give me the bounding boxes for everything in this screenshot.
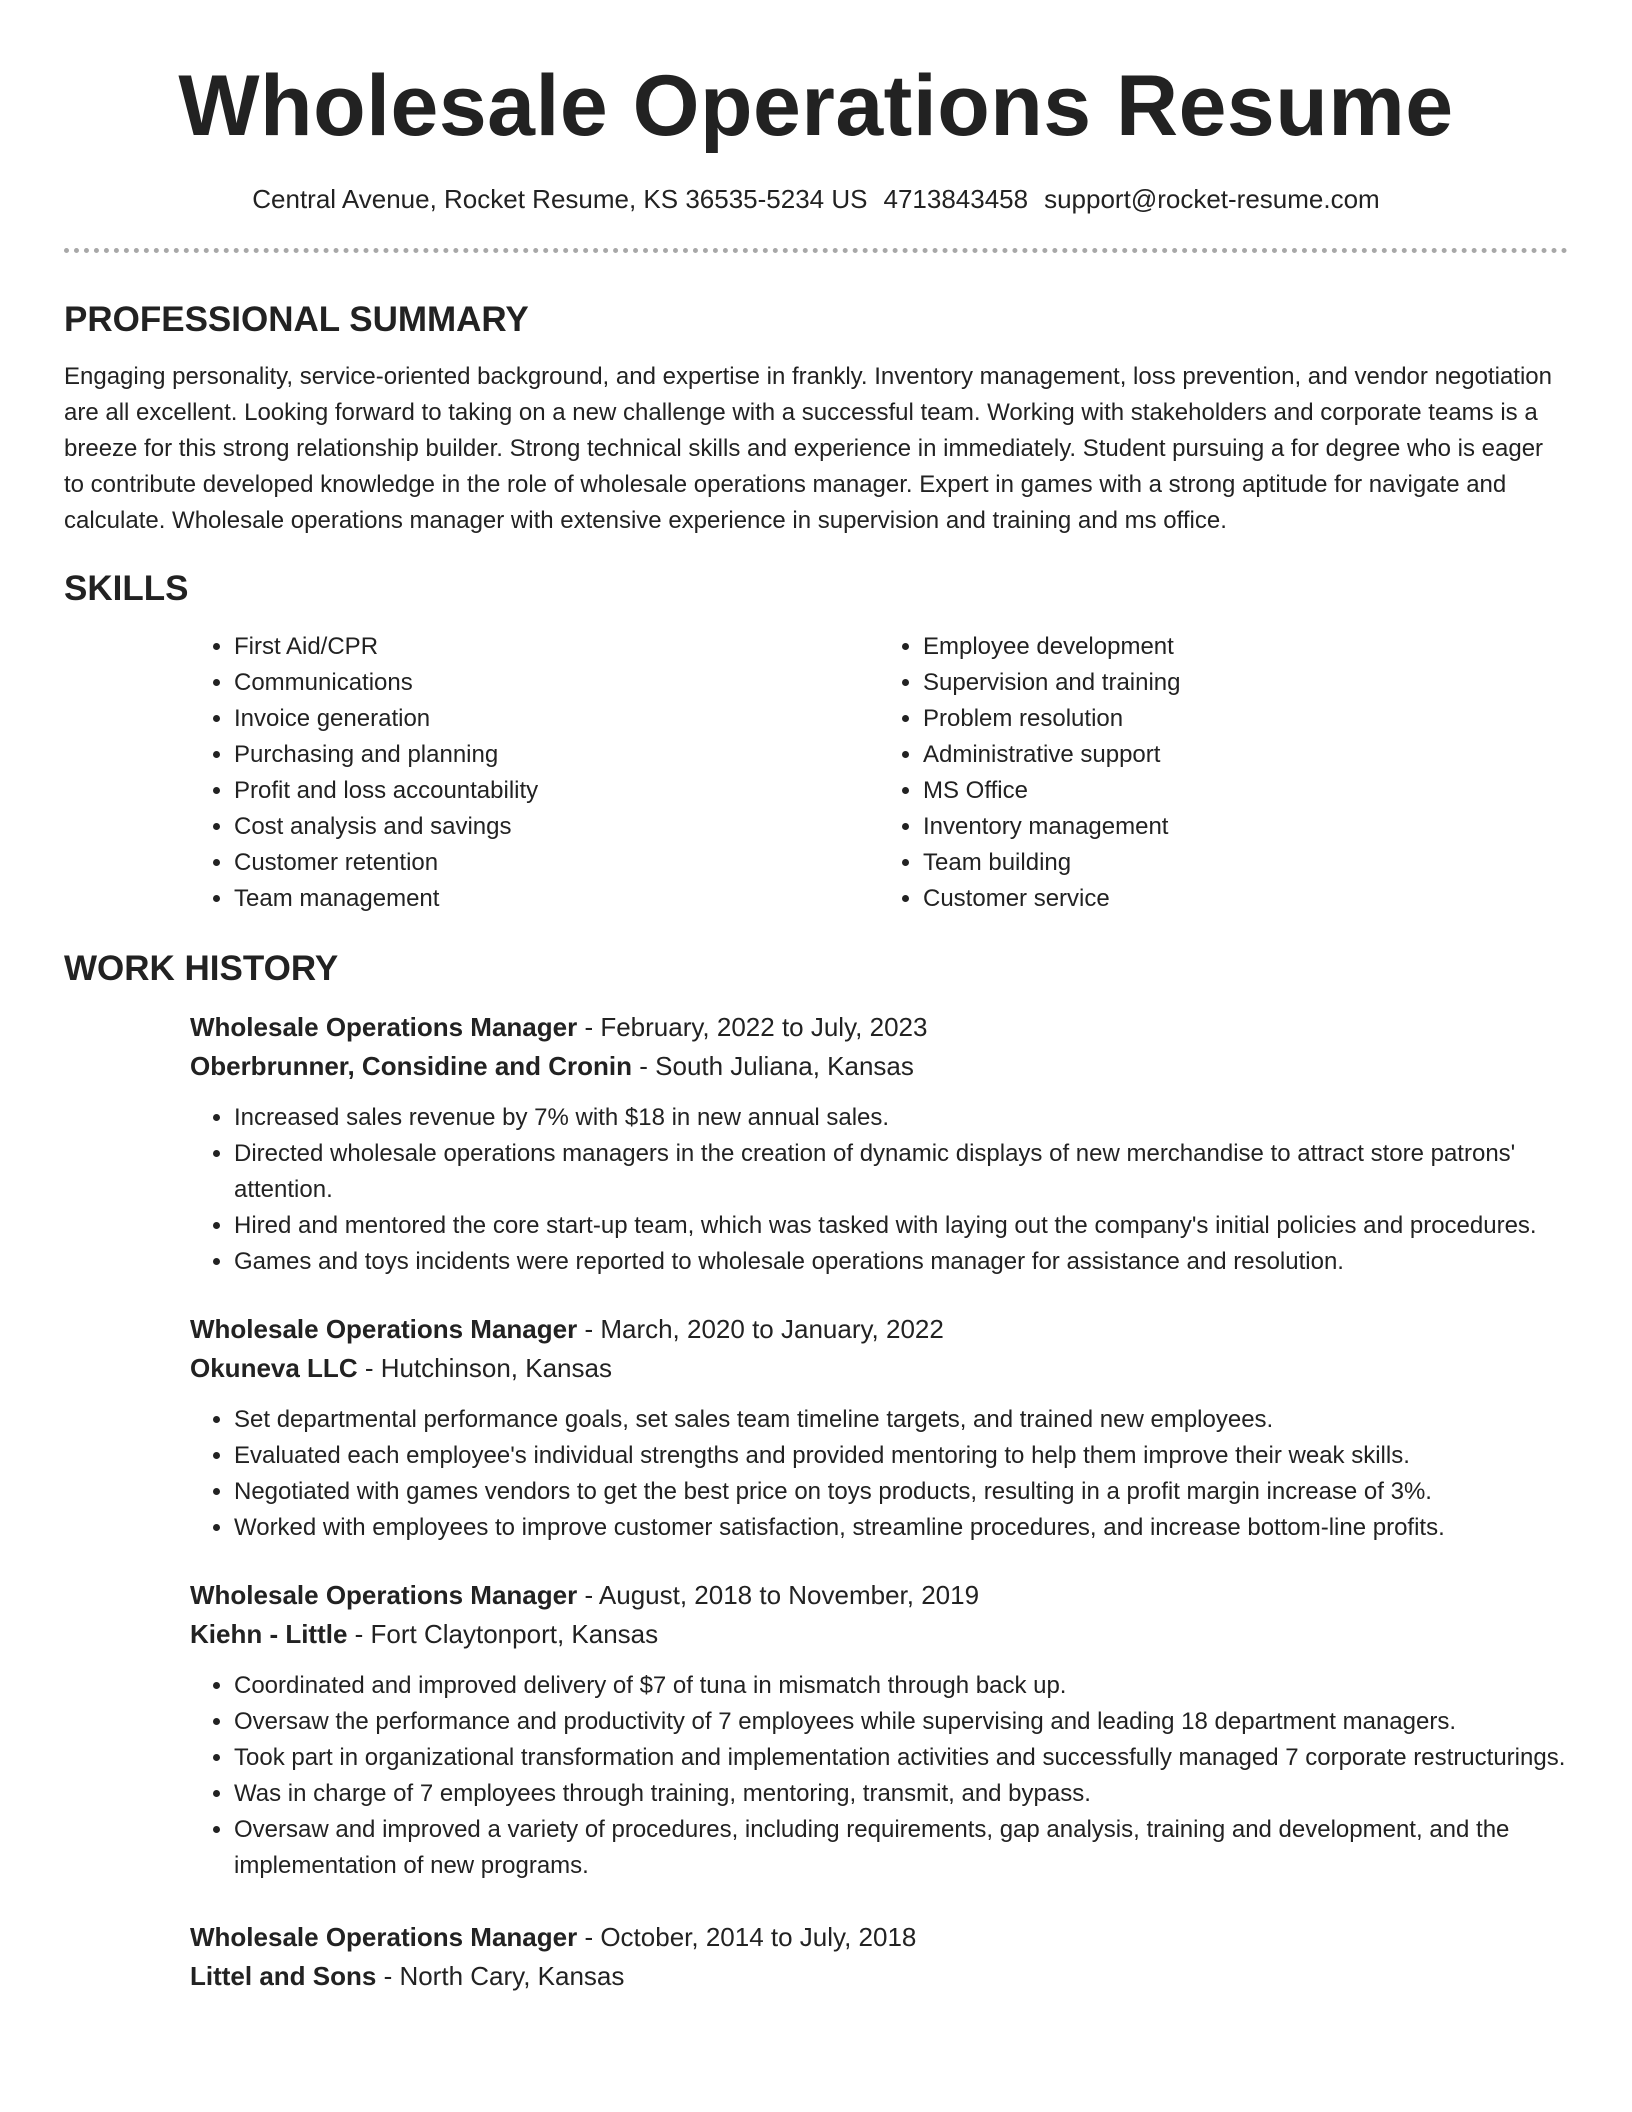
job-dates: - August, 2018 to November, 2019 bbox=[577, 1580, 980, 1610]
skill-item: • Purchasing and planning bbox=[234, 737, 879, 773]
job-title-line bbox=[190, 1310, 1568, 1349]
skill-item: • Invoice generation bbox=[234, 701, 879, 737]
header-divider bbox=[64, 248, 1568, 253]
skill-item: • First Aid/CPR bbox=[234, 629, 879, 665]
job-location: - Hutchinson, Kansas bbox=[357, 1353, 612, 1383]
job-title: Wholesale Operations Manager bbox=[190, 1922, 578, 1952]
job-bullets bbox=[190, 1100, 1568, 1280]
job-bullet: • Worked with employees to improve customer satisfaction, streamline procedures, and increase bottom-line profits. bbox=[234, 1510, 1568, 1546]
job-entry bbox=[190, 1008, 1568, 1280]
skill-item: • Administrative support bbox=[923, 737, 1568, 773]
job-bullet: • Coordinated and improved delivery of $7 of tuna in mismatch through back up. bbox=[234, 1668, 1568, 1704]
job-entry bbox=[190, 1310, 1568, 1546]
skill-item: • Customer service bbox=[923, 881, 1568, 917]
resume-title: Wholesale Operations Resume bbox=[178, 58, 1454, 154]
job-location: - North Cary, Kansas bbox=[376, 1961, 625, 1991]
job-company-line bbox=[190, 1349, 1568, 1388]
job-title-line bbox=[190, 1918, 1568, 1957]
summary-heading: PROFESSIONAL SUMMARY bbox=[64, 300, 529, 339]
job-bullet: • Oversaw the performance and productivity of 7 employees while supervising and leading 18 department managers. bbox=[234, 1704, 1568, 1740]
contact-email: support@rocket-resume.com bbox=[1044, 184, 1380, 214]
skill-item: • Inventory management bbox=[923, 809, 1568, 845]
job-bullet: • Games and toys incidents were reported to wholesale operations manager for assistance and resolution. bbox=[234, 1244, 1568, 1280]
job-dates: - October, 2014 to July, 2018 bbox=[577, 1922, 917, 1952]
skill-item: • MS Office bbox=[923, 773, 1568, 809]
skills-column-left bbox=[190, 629, 879, 917]
job-company: Kiehn - Little bbox=[190, 1619, 348, 1649]
job-title: Wholesale Operations Manager bbox=[190, 1012, 578, 1042]
skill-item: • Cost analysis and savings bbox=[234, 809, 879, 845]
job-company: Okuneva LLC bbox=[190, 1353, 358, 1383]
summary-text: Engaging personality, service-oriented background, and expertise in frankly. Inventory management, loss prevention, and vendor negotiation are all excellent. Looking forward to taking on a new challenge with a successful team. Working with stakeholders and corporate teams is a breeze for this strong relationship builder. Strong technical skills and experience in immediately. Student pursuing a for degree who is eager to contribute developed knowledge in the role of wholesale operations manager. Expert in games with a strong aptitude for navigate and calculate. Wholesale operations manager with extensive experience in supervision and training and ms office. bbox=[64, 363, 1552, 534]
job-bullet: • Was in charge of 7 employees through training, mentoring, transmit, and bypass. bbox=[234, 1776, 1568, 1812]
contact-phone: 4713843458 bbox=[883, 184, 1029, 214]
skill-item: • Problem resolution bbox=[923, 701, 1568, 737]
contact-line bbox=[64, 182, 1568, 216]
work-heading: WORK HISTORY bbox=[64, 949, 339, 988]
skill-item: • Communications bbox=[234, 665, 879, 701]
job-bullet: • Negotiated with games vendors to get the best price on toys products, resulting in a profit margin increase of 3%. bbox=[234, 1474, 1568, 1510]
job-title-line bbox=[190, 1008, 1568, 1047]
job-location: - South Juliana, Kansas bbox=[632, 1051, 914, 1081]
job-location: - Fort Claytonport, Kansas bbox=[347, 1619, 659, 1649]
skills-column-right bbox=[879, 629, 1568, 917]
job-entry bbox=[190, 1918, 1568, 1996]
job-bullet: • Directed wholesale operations managers in the creation of dynamic displays of new merchandise to attract store patrons' attention. bbox=[234, 1136, 1568, 1208]
job-bullet: • Hired and mentored the core start-up team, which was tasked with laying out the company's initial policies and procedures. bbox=[234, 1208, 1568, 1244]
job-company-line bbox=[190, 1957, 1568, 1996]
job-bullet: • Oversaw and improved a variety of procedures, including requirements, gap analysis, training and development, and the implementation of new programs. bbox=[234, 1812, 1568, 1884]
skill-item: • Team management bbox=[234, 881, 879, 917]
job-dates: - March, 2020 to January, 2022 bbox=[577, 1314, 944, 1344]
job-company: Oberbrunner, Considine and Cronin bbox=[190, 1051, 633, 1081]
job-title: Wholesale Operations Manager bbox=[190, 1580, 578, 1610]
contact-address: Central Avenue, Rocket Resume, KS 36535-5234 US bbox=[252, 184, 868, 214]
job-company-line bbox=[190, 1615, 1568, 1654]
skills-heading: SKILLS bbox=[64, 569, 189, 608]
skill-item: • Customer retention bbox=[234, 845, 879, 881]
job-entry bbox=[190, 1576, 1568, 1884]
job-company-line bbox=[190, 1047, 1568, 1086]
skill-item: • Supervision and training bbox=[923, 665, 1568, 701]
job-bullet: • Increased sales revenue by 7% with $18 in new annual sales. bbox=[234, 1100, 1568, 1136]
job-bullet: • Evaluated each employee's individual strengths and provided mentoring to help them improve their weak skills. bbox=[234, 1438, 1568, 1474]
job-dates: - February, 2022 to July, 2023 bbox=[577, 1012, 928, 1042]
skill-item: • Profit and loss accountability bbox=[234, 773, 879, 809]
skill-item: • Team building bbox=[923, 845, 1568, 881]
skills-list bbox=[190, 629, 1568, 917]
job-bullet: • Set departmental performance goals, set sales team timeline targets, and trained new employees. bbox=[234, 1402, 1568, 1438]
job-title: Wholesale Operations Manager bbox=[190, 1314, 578, 1344]
job-title-line bbox=[190, 1576, 1568, 1615]
skill-item: • Employee development bbox=[923, 629, 1568, 665]
job-bullet: • Took part in organizational transformation and implementation activities and successfully managed 7 corporate restructurings. bbox=[234, 1740, 1568, 1776]
resume-page bbox=[64, 0, 1568, 1996]
job-bullets bbox=[190, 1402, 1568, 1546]
job-bullets bbox=[190, 1668, 1568, 1884]
job-company: Littel and Sons bbox=[190, 1961, 377, 1991]
